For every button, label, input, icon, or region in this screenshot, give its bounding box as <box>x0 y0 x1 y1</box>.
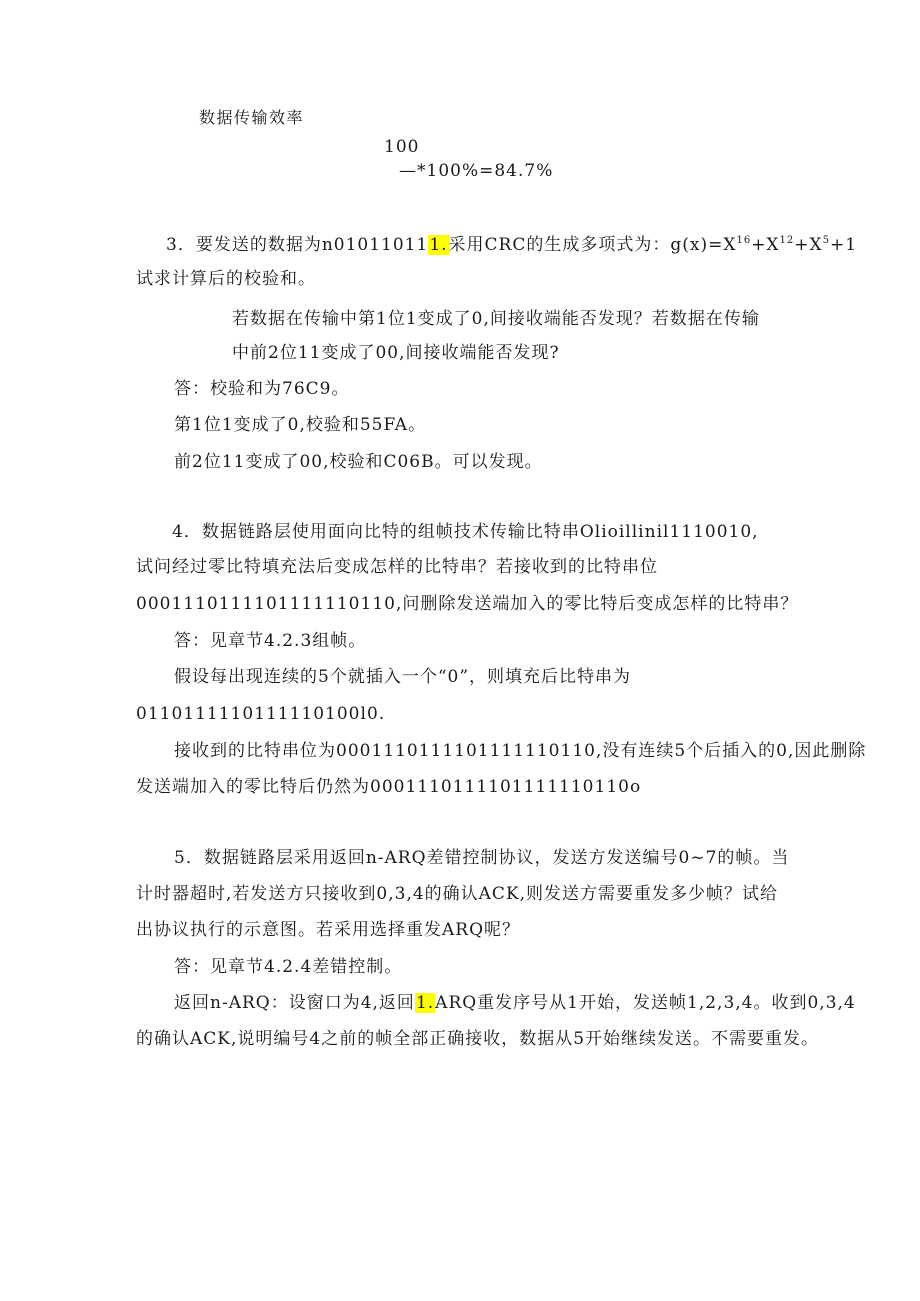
q5-line3: 出协议执行的示意图。若采用选择重发ARQ呢？ <box>136 920 521 940</box>
efficiency-formula: —*100%=84.7% <box>399 161 554 181</box>
q5-answer2-after: ARQ重发序号从1开始，发送帧1,2,3,4。收到0,3,4 <box>435 993 856 1013</box>
q4-answer5: 发送端加入的零比特后仍然为0001110111101111110110o <box>136 777 642 797</box>
q3-plus1: +X <box>751 235 780 255</box>
q5-highlight: 1. <box>415 993 435 1013</box>
q5-answer1: 答：见章节4.2.4差错控制。 <box>174 957 403 977</box>
q3-text-before: ．要发送的数据为n01011011 <box>177 235 429 255</box>
efficiency-numerator: 100 <box>384 137 420 157</box>
q3-line3: 若数据在传输中第1位1变成了0,间接收端能否发现？若数据在传输 <box>232 309 760 329</box>
q4-line1: ．数据链路层使用面向比特的组帧技术传输比特串Olioillinil1110010, <box>183 522 759 542</box>
q4-line2: 试问经过零比特填充法后变成怎样的比特串？若接收到的比特串位 <box>136 557 658 577</box>
q5-answer2 <box>174 992 856 1014</box>
q4-answer4: 接收到的比特串位为0001110111101111110110,没有连续5个后插入的0,因此删除 <box>174 741 867 761</box>
q4-answer1: 答：见章节4.2.3组帧。 <box>174 631 367 651</box>
q3-tail: +1 <box>830 235 858 255</box>
q4-answer2: 假设每出现连续的5个就插入一个“0”，则填充后比特串为 <box>174 667 632 687</box>
q3-answer2: 第1位1变成了0,校验和55FA。 <box>174 415 427 435</box>
q5-number: 5 <box>174 848 186 868</box>
q5-answer3: 的确认ACK,说明编号4之前的帧全部正确接收，数据从5开始继续发送。不需要重发。 <box>136 1029 820 1049</box>
q3-exp1: 16 <box>736 235 752 246</box>
efficiency-label: 数据传输效率 <box>199 108 305 127</box>
q3-highlight: 1. <box>429 235 448 255</box>
q3-line2: 试求计算后的校验和。 <box>136 269 316 289</box>
q3-answer3: 前2位11变成了00,校验和C06B。可以发现。 <box>174 452 543 472</box>
q4-title <box>172 521 759 543</box>
q5-answer2-before: 返回n-ARQ：设窗口为4,返回 <box>174 993 415 1013</box>
q4-answer3: 0110111110111110100l0. <box>136 704 386 724</box>
q3-number: 3 <box>166 235 178 255</box>
q5-line1: ．数据链路层采用返回n-ARQ差错控制协议，发送方发送编号0~7的帧。当 <box>185 848 790 868</box>
q5-line2: 计时器超时,若发送方只接收到0,3,4的确认ACK,则发送方需要重发多少帧？试给 <box>136 884 779 904</box>
q3-exp3: 5 <box>822 235 831 246</box>
q3-line4: 中前2位11变成了00,间接收端能否发现? <box>232 343 560 363</box>
q5-title <box>174 847 789 869</box>
q3-title <box>166 234 857 256</box>
q4-line3: 0001110111101111110110,问删除发送端加入的零比特后变成怎样的比特串？ <box>136 594 799 614</box>
q3-answer1: 答：校验和为76C9。 <box>174 379 350 399</box>
q3-exp2: 12 <box>779 235 795 246</box>
q4-number: 4 <box>172 522 184 542</box>
q3-plus2: +X <box>794 235 823 255</box>
q3-text-after: 采用CRC的生成多项式为：g(x)=X <box>448 235 737 255</box>
